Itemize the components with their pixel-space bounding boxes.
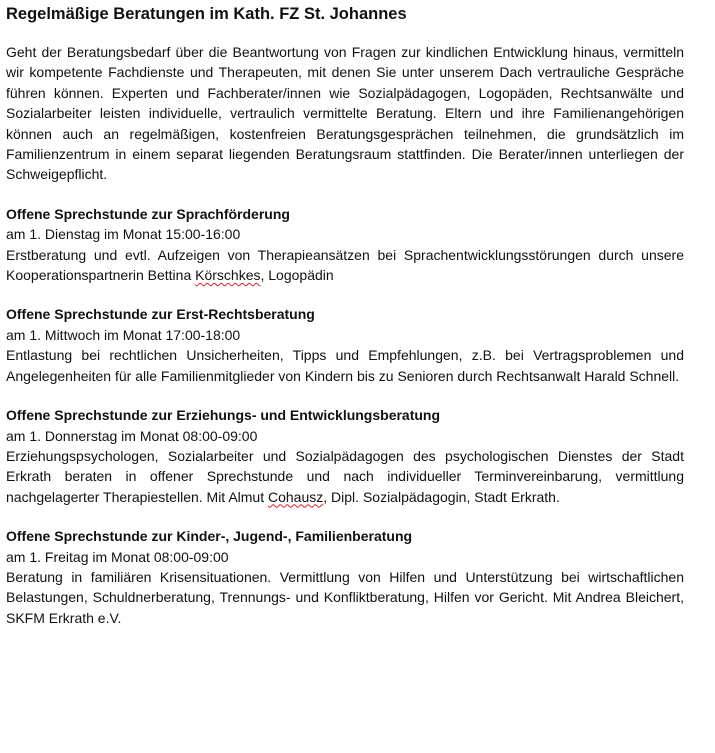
section-description xyxy=(6,245,684,286)
section-schedule: am 1. Mittwoch im Monat 17:00-18:00 xyxy=(6,326,241,343)
section-speech-support xyxy=(6,204,684,286)
section-schedule: am 1. Donnerstag im Monat 08:00-09:00 xyxy=(6,427,258,444)
section-description: Entlastung bei rechtlichen Unsicherheiten, Tipps und Empfehlungen, z.B. bei Vertragsproblemen und Angelegenheiten für alle Familienmitglieder von Kindern bis zu Senioren durch Rechtsanwalt Harald Schnell. xyxy=(6,347,684,384)
section-parenting-development xyxy=(6,405,684,507)
spellcheck-marked-word: Cohausz xyxy=(268,488,324,505)
section-description xyxy=(6,446,684,507)
section-legal-advice xyxy=(6,304,684,386)
section-heading: Offene Sprechstunde zur Erst-Rechtsberatung xyxy=(6,306,315,323)
description-text: , Logopädin xyxy=(260,267,334,284)
section-heading: Offene Sprechstunde zur Sprachförderung xyxy=(6,205,290,222)
intro-paragraph: Geht der Beratungsbedarf über die Beantwortung von Fragen zur kindlichen Entwicklung hinaus, vermitteln wir kompetente Fachdienste und Therapeuten, mit denen Sie unter unserem Dach vertrauliche Gespräche führen können. Experten und Fachberater/innen wie Sozialpädagogen, Logopäden, Rechtsanwälte und Sozialarbeiter leisten individuelle, vertraulich vermittelte Beratung. Eltern und ihre Familienangehörigen können auch an regelmäßigen, kostenfreien Beratungsgesprächen teilnehmen, die grundsätzlich im Familienzentrum in einem separat liegenden Beratungsraum stattfinden. Die Berater/innen unterliegen der Schweigepflicht. xyxy=(6,44,684,183)
section-description: Beratung in familiären Krisensituationen. Vermittlung von Hilfen und Unterstützung bei wirtschaftlichen Belastungen, Schuldnerberatung, Trennungs- und Konfliktberatung, Hilfen vor Gericht. Mit Andrea Bleichert, SKFM Erkrath e.V. xyxy=(6,568,684,626)
section-schedule: am 1. Dienstag im Monat 15:00-16:00 xyxy=(6,226,241,243)
spellcheck-marked-word: Körschkes xyxy=(195,267,261,284)
document-page xyxy=(6,0,684,647)
section-family-counseling xyxy=(6,526,684,628)
section-heading: Offene Sprechstunde zur Erziehungs- und Entwicklungsberatung xyxy=(6,407,441,424)
document-title: Regelmäßige Beratungen im Kath. FZ St. Johannes xyxy=(6,5,407,23)
description-text: Erziehungspsychologen, Sozialarbeiter und Sozialpädagogen des psychologischen Dienstes der Stadt Erkrath beraten in offener Sprechstunde und nach individueller Terminvereinbarung, vermittlung nachgelagerter Therapiestellen. Mit Almut xyxy=(6,447,684,505)
description-text: Erstberatung und evtl. Aufzeigen von Therapieansätzen bei Sprachentwicklungsstörungen durch unsere Kooperationspartnerin Bettina xyxy=(6,246,684,284)
section-heading: Offene Sprechstunde zur Kinder-, Jugend-, Familienberatung xyxy=(6,528,413,545)
description-text: , Dipl. Sozialpädagogin, Stadt Erkrath. xyxy=(323,488,560,505)
section-schedule: am 1. Freitag im Monat 08:00-09:00 xyxy=(6,548,229,565)
